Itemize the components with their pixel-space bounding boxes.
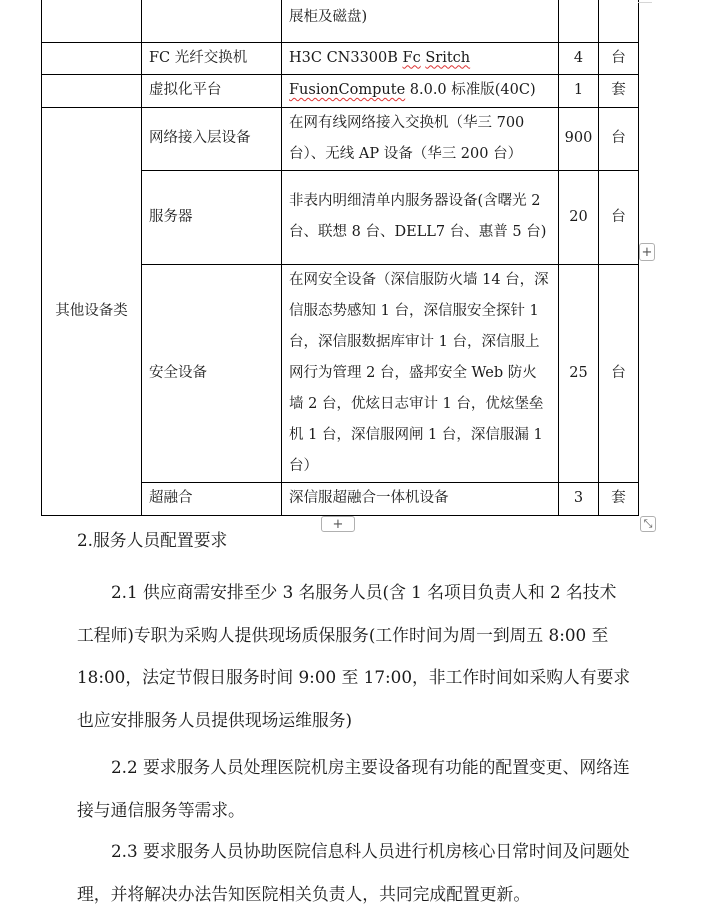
spec-text: H3C CN3300B <box>289 49 403 66</box>
paragraph <box>77 571 633 741</box>
equipment-table <box>41 0 639 516</box>
table-cell-qty: 25 <box>559 264 599 482</box>
table-cell-qty: 4 <box>559 42 599 74</box>
table-cell-item: 安全设备 <box>142 264 282 482</box>
spellcheck-word: FusionCompute <box>289 82 406 98</box>
table-cell-unit: 套 <box>599 482 639 515</box>
section-heading: 2.服务人员配置要求 <box>77 530 228 550</box>
table-cell-spec <box>282 74 559 107</box>
paragraph-text: 2.1 供应商需安排至少 3 名服务人员(含 1 名项目负责人和 2 名技术工程师)专职为采购人提供现场质保服务(工作时间为周一到周五 8:00 至 18:00，法定节假日服务时间 9:00 至 17:00，非工作时间如采购人有要求也应安排服务人员提供现场运维服务) <box>77 582 631 730</box>
table-cell-spec: 在网安全设备（深信服防火墙 14 台，深信服态势感知 1 台，深信服安全探针 1 台，深信服数据库审计 1 台，深信服上网行为管理 2 台，盛邦安全 Web 防火墙 2 台，优炫日志审计 1 台，优炫堡垒机 1 台，深信服网闸 1 台，深信服漏 1 台） <box>282 264 559 482</box>
table-cell <box>42 42 142 74</box>
table-cell <box>142 0 282 42</box>
table-row <box>42 74 639 107</box>
ruler-line <box>638 2 652 3</box>
table-cell-spec: 深信服超融合一体机设备 <box>282 482 559 515</box>
table-cell-item: 虚拟化平台 <box>142 74 282 107</box>
table-cell-qty: 3 <box>559 482 599 515</box>
table-cell-unit: 台 <box>599 264 639 482</box>
table-row <box>42 0 639 42</box>
resize-table-icon[interactable]: ⤡ <box>640 516 656 532</box>
table-cell-item: 超融合 <box>142 482 282 515</box>
table-cell-unit: 台 <box>599 107 639 170</box>
table-cell-item: 网络接入层设备 <box>142 107 282 170</box>
table-cell-item: FC 光纤交换机 <box>142 42 282 74</box>
paragraph-text: 2.2 要求服务人员处理医院机房主要设备现有功能的配置变更、网络连接与通信服务等需求。 <box>77 757 630 820</box>
table-cell: 展柜及磁盘) <box>282 0 559 42</box>
table-cell <box>42 74 142 107</box>
spellcheck-word: Fc <box>402 49 421 66</box>
paragraph <box>77 830 633 915</box>
table-cell-unit: 台 <box>599 170 639 264</box>
table-row <box>42 107 639 170</box>
category-cell: 其他设备类 <box>42 107 142 515</box>
table-cell-spec <box>282 42 559 74</box>
table-cell <box>599 0 639 42</box>
add-column-button[interactable]: + <box>639 243 655 261</box>
table-cell-spec: 非表内明细清单内服务器设备(含曙光 2 台、联想 8 台、DELL7 台、惠普 5 台) <box>282 170 559 264</box>
table-cell <box>42 0 142 42</box>
table-cell-item: 服务器 <box>142 170 282 264</box>
table-cell-qty: 1 <box>559 74 599 107</box>
paragraph <box>77 746 633 831</box>
spec-text: 8.0.0 标准版(40C) <box>405 82 536 98</box>
spellcheck-word: Sritch <box>425 49 471 66</box>
add-row-button[interactable]: + <box>321 516 355 532</box>
table-cell <box>559 0 599 42</box>
table-cell-spec: 在网有线网络接入交换机（华三 700 台）、无线 AP 设备（华三 200 台） <box>282 107 559 170</box>
table-cell-qty: 900 <box>559 107 599 170</box>
table-row <box>42 42 639 74</box>
table-cell-unit: 套 <box>599 74 639 107</box>
table-cell-qty: 20 <box>559 170 599 264</box>
table-cell-unit: 台 <box>599 42 639 74</box>
paragraph-text: 2.3 要求服务人员协助医院信息科人员进行机房核心日常时间及问题处理，并将解决办法告知医院相关负责人，共同完成配置更新。 <box>77 841 630 904</box>
